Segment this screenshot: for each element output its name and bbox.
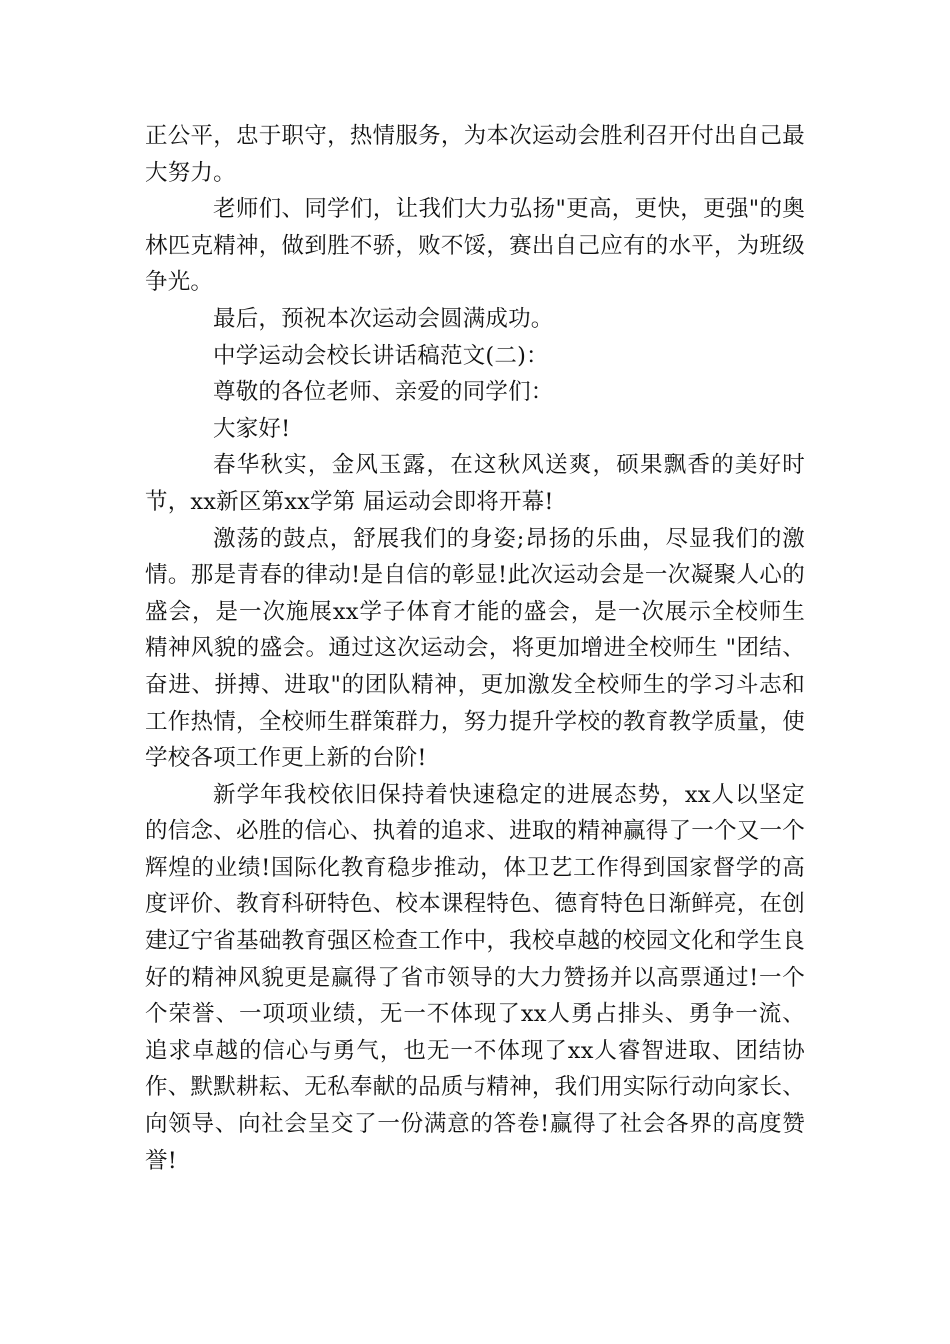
paragraph-passion: 激荡的鼓点，舒展我们的身姿;昂扬的乐曲，尽显我们的激情。那是青春的律动!是自信的彰显!此次运动会是一次凝聚人心的盛会，是一次施展xx学子体育才能的盛会，是一次展示全校师生精神风貌的盛会。通过这次运动会，将更加增进全校师生 "团结、奋进、拼搏、进取"的团队精神，更加激发全校师生的学习斗志和工作热情，全校师生群策群力，努力提升学校的教育教学质量，使学校各项工作更上新的台阶! bbox=[145, 525, 805, 772]
document-body bbox=[145, 118, 805, 1179]
paragraph-closing-wish: 最后，预祝本次运动会圆满成功。 bbox=[213, 305, 554, 332]
greeting: 大家好! bbox=[213, 415, 291, 442]
paragraph-opening: 春华秋实，金风玉露，在这秋风送爽，硕果飘香的美好时节，xx新区第xx学第 届运动会即将开幕! bbox=[145, 452, 805, 515]
section-heading: 中学运动会校长讲话稿范文(二)： bbox=[213, 342, 549, 369]
paragraph-continuation: 正公平，忠于职守，热情服务，为本次运动会胜利召开付出自己最大努力。 bbox=[145, 123, 805, 186]
paragraph-olympic-spirit: 老师们、同学们，让我们大力弘扬"更高，更快，更强"的奥林匹克精神，做到胜不骄，败不馁，赛出自己应有的水平，为班级争光。 bbox=[145, 196, 805, 296]
paragraph-achievements: 新学年我校依旧保持着快速稳定的进展态势，xx人以坚定的信念、必胜的信心、执着的追求、进取的精神赢得了一个又一个辉煌的业绩!国际化教育稳步推动，体卫艺工作得到国家督学的高度评价、教育科研特色、校本课程特色、德育特色日渐鲜亮，在创建辽宁省基础教育强区检查工作中，我校卓越的校园文化和学生良好的精神风貌更是赢得了省市领导的大力赞扬并以高票通过!一个个荣誉、一项项业绩，无一不体现了xx人勇占排头、勇争一流、追求卓越的信心与勇气，也无一不体现了xx人睿智进取、团结协作、默默耕耘、无私奉献的品质与精神，我们用实际行动向家长、向领导、向社会呈交了一份满意的答卷!赢得了社会各界的高度赞誉! bbox=[145, 781, 805, 1174]
salutation: 尊敬的各位老师、亲爱的同学们： bbox=[213, 379, 554, 406]
